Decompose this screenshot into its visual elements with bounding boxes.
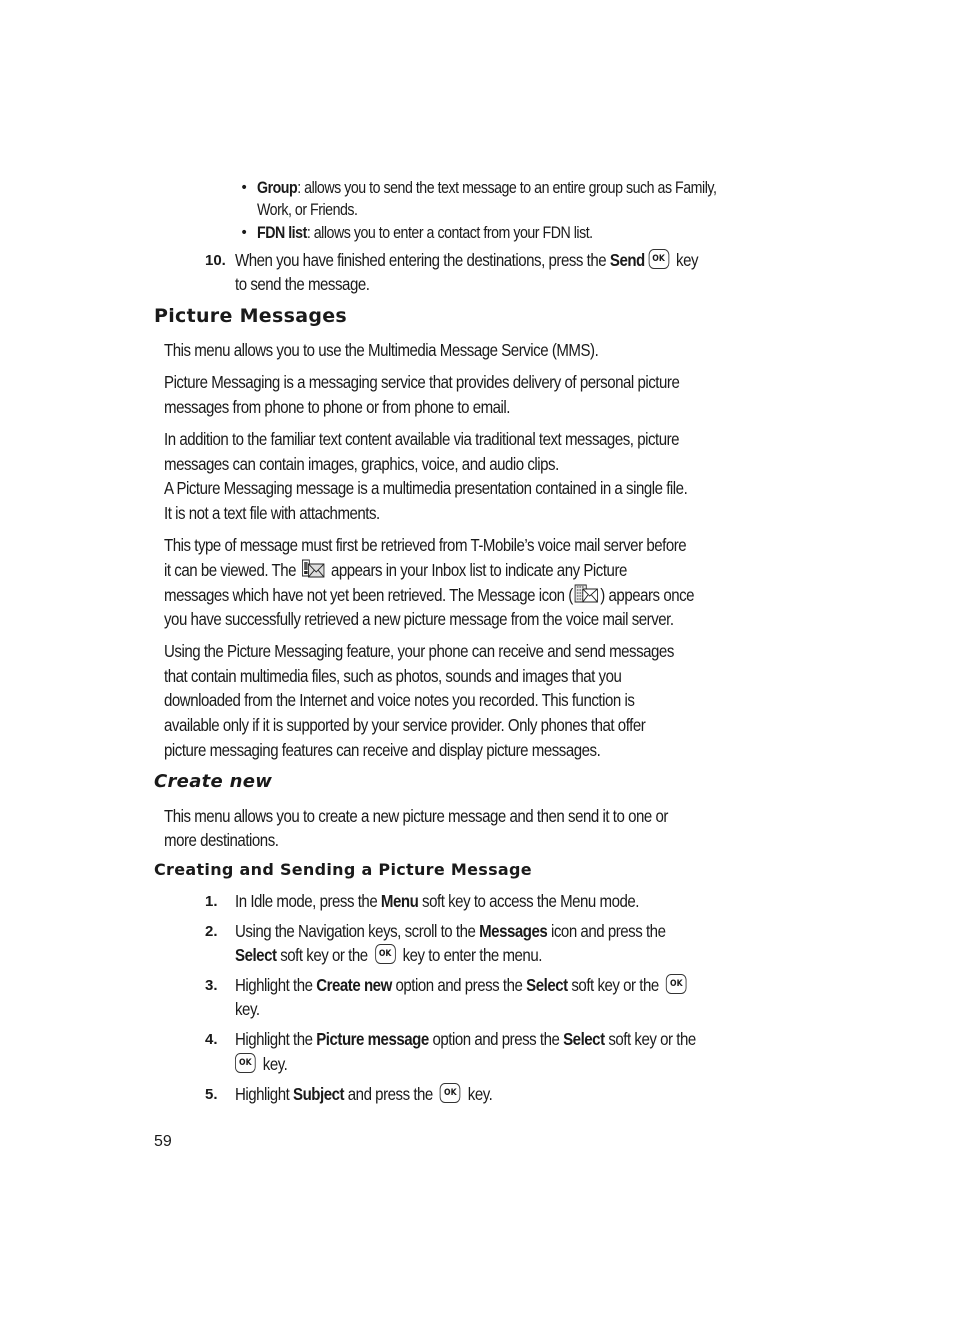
ok-key-icon: OK <box>235 1053 256 1073</box>
step-10-text-cont: to send the message. <box>235 274 370 294</box>
bullet-dot: • <box>240 180 249 196</box>
paragraph-line: A Picture Messaging message is a multimedia presentation contained in a single file. <box>164 478 688 498</box>
paragraph-line: This menu allows you to create a new picture message and then send it to one or <box>164 806 668 826</box>
paragraph-line: picture messaging features can receive and display picture messages. <box>164 740 601 760</box>
step-3-text: Highlight the Create new option and press the Select soft key or the OK <box>235 973 690 998</box>
step-number: 4. <box>205 1031 218 1048</box>
bullet-group-cont: Work, or Friends. <box>257 201 358 219</box>
paragraph-line-with-icon: it can be viewed. The appears in your Inbox list to indicate any Picture <box>164 560 627 580</box>
paragraph-line: Picture Messaging is a messaging service that provides delivery of personal picture <box>164 372 680 392</box>
step-number: 5. <box>205 1086 218 1103</box>
ok-key-icon: OK <box>375 944 396 964</box>
paragraph-line: that contain multimedia files, such as photos, sounds and images that you <box>164 666 622 686</box>
picture-message-icon <box>574 584 598 604</box>
bullet-fdn: FDN list: allows you to enter a contact from your FDN list. <box>257 224 593 242</box>
paragraph-line: This menu allows you to use the Multimedia Message Service (MMS). <box>164 340 599 360</box>
step-3-text-cont: key. <box>235 999 260 1019</box>
paragraph-line: you have successfully retrieved a new picture message from the voice mail server. <box>164 609 674 629</box>
step-2-text-cont: Select soft key or the OK key to enter the menu. <box>235 945 542 965</box>
step-number: 10. <box>205 252 226 269</box>
paragraph-line-with-icon: messages which have not yet been retrieved. The Message icon ( ) appears once <box>164 585 695 605</box>
paragraph-line: downloaded from the Internet and voice notes you recorded. This function is <box>164 690 635 710</box>
ok-key-icon: OK <box>666 974 687 994</box>
paragraph-line: This type of message must first be retrieved from T-Mobile’s voice mail server before <box>164 535 687 555</box>
bullet-group: Group: allows you to send the text message to an entire group such as Family, <box>257 179 717 197</box>
ok-key-icon: OK <box>648 249 669 269</box>
step-4-text: Highlight the Picture message option and press the Select soft key or the <box>235 1029 696 1049</box>
step-2-text: Using the Navigation keys, scroll to the Messages icon and press the <box>235 921 666 941</box>
step-4-text-cont: OK key. <box>235 1052 287 1077</box>
step-number: 3. <box>205 977 218 994</box>
step-number: 1. <box>205 893 218 910</box>
step-1-text: In Idle mode, press the Menu soft key to access the Menu mode. <box>235 891 639 911</box>
ok-key-icon: OK <box>440 1083 461 1103</box>
paragraph-line: It is not a text file with attachments. <box>164 503 380 523</box>
bullet-dot: • <box>240 225 249 241</box>
step-10-text: When you have finished entering the destinations, press the Send OK key <box>235 250 699 270</box>
step-5-text: Highlight Subject and press the OK key. <box>235 1084 493 1104</box>
paragraph-line: available only if it is supported by your service provider. Only phones that offer <box>164 715 646 735</box>
paragraph-line: In addition to the familiar text content available via traditional text messages, picture <box>164 429 680 449</box>
paragraph-line: messages from phone to phone or from phone to email. <box>164 397 511 417</box>
page-number: 59 <box>154 1133 172 1150</box>
unretrieved-message-icon <box>301 559 325 579</box>
paragraph-line: messages can contain images, graphics, voice, and audio clips. <box>164 454 559 474</box>
paragraph-line: Using the Picture Messaging feature, your phone can receive and send messages <box>164 641 674 661</box>
procedure-heading: Creating and Sending a Picture Message <box>154 860 532 879</box>
section-heading: Picture Messages <box>154 305 348 327</box>
subsection-heading: Create new <box>154 771 273 792</box>
paragraph-line: more destinations. <box>164 830 279 850</box>
step-number: 2. <box>205 923 218 940</box>
